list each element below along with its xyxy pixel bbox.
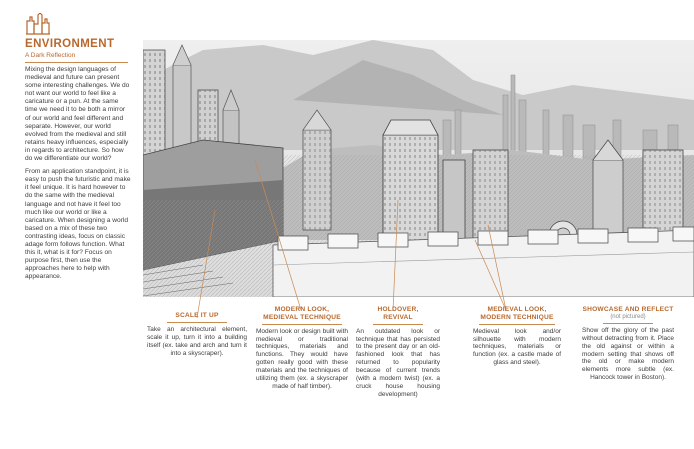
callout-heading: REVIVAL [383, 313, 413, 321]
city-sketch-illustration [143, 40, 694, 297]
callout-showcase-and-reflect [582, 306, 674, 382]
callout-body: Show off the glory of the past without detracting from it. Place the old against or within a modern setting that shows off the old or make modern elements more subtle (ex. Hancock tower in Boston). [582, 326, 674, 382]
page-subtitle: A Dark Reflection [25, 52, 76, 59]
callout-heading: MODERN TECHNIQUE [480, 313, 554, 321]
callout-body: Medieval look and/or silhouette with modern techniques, materials or function (ex. a castle made of glass and steel). [473, 327, 561, 367]
callout-underline [262, 324, 342, 325]
callout-note: (not pictured) [610, 313, 646, 320]
title-divider [25, 62, 128, 63]
callout-underline [167, 322, 227, 323]
callout-heading: SHOWCASE AND REFLECT [582, 306, 674, 313]
castle-skyline-logo-icon [25, 13, 51, 35]
callout-underline [479, 324, 555, 325]
callout-heading: HOLDOVER, [377, 306, 419, 313]
callout-underline [603, 323, 653, 324]
callout-medieval-look-modern-technique [473, 306, 561, 367]
callout-heading: MODERN LOOK, [274, 306, 330, 313]
city-sketch-drawing [143, 40, 694, 297]
intro-paragraph: From an application standpoint, it is easy to push the futuristic and make it feel unique. It is hard however to do the same with the medieval language and not have it feel too much like our world or like a caricature. When designing a world based on a mix of these two contrasting ideas, focus on classic adage form follows function. What this it, what is it for? Focus on purpose first, then use the approaches here to help with appearance. [25, 168, 131, 281]
callout-body: An outdated look or technique that has persisted to the present day or an old-fashioned look that has returned to popularity because of current trends (with a modern twist) (ex. a cruck house housing development) [356, 327, 440, 398]
callout-heading: MEDIEVAL TECHNIQUE [263, 313, 341, 321]
page-title: ENVIRONMENT [25, 38, 115, 50]
intro-paragraph: Mixing the design languages of medieval and future can present some interesting challenges. We do not want our world to feel like a caricature or a pun. At the same time we need it to be both a mirror of our world and feel different and separate. However, our world evolved from the medieval and still retains heavy influences, especially in regards to architecture. So how do we differentiate our world? [25, 66, 130, 163]
callout-scale-it-up [147, 312, 247, 357]
callout-underline [373, 324, 423, 325]
callout-heading: SCALE IT UP [175, 312, 219, 319]
callout-body: Modern look or design built with medieval or traditional techniques, materials and functions. They would have gotten really good with these materials and the techniques of utilizing them (ex. a skyscraper made of half timber). [256, 327, 348, 390]
callout-holdover-revival [356, 306, 440, 399]
callout-modern-look-medieval-technique [256, 306, 348, 391]
callout-heading: MEDIEVAL LOOK, [487, 306, 547, 313]
callout-body: Take an architectural element, scale it up, turn it into a building itself (ex. take and arch and turn it into a skyscraper). [147, 325, 247, 357]
intro-text [25, 66, 131, 286]
